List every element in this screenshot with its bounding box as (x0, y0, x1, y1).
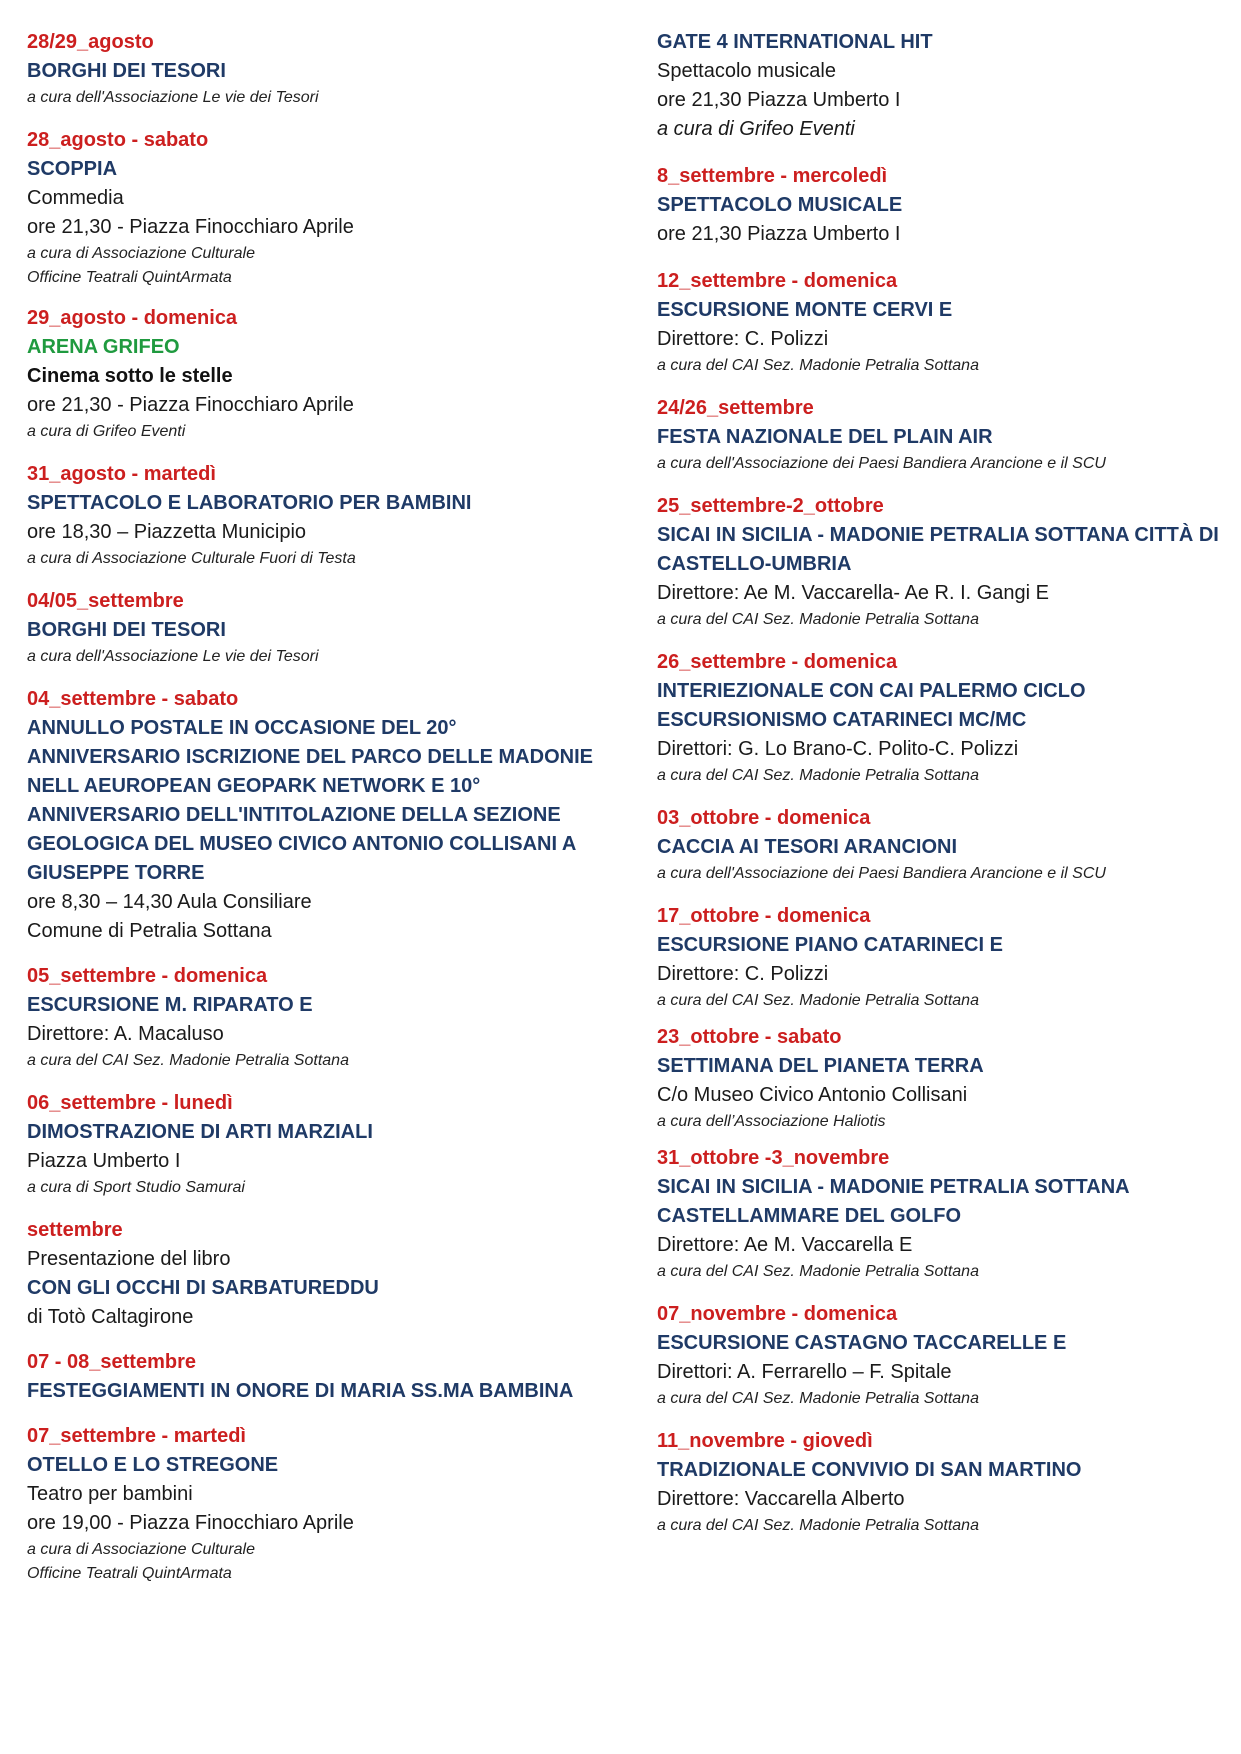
event-detail: Direttori: A. Ferrarello – F. Spitale (657, 1361, 952, 1383)
event-title: SICAI IN SICILIA - MADONIE PETRALIA SOTTANA CITTÀ DI (657, 524, 1219, 546)
event-block (657, 394, 1227, 476)
event-title: SETTIMANA DEL PIANETA TERRA (657, 1055, 984, 1077)
event-date: 07 - 08_settembre (27, 1351, 196, 1373)
event-date: settembre (27, 1219, 123, 1241)
event-organizer: a cura di Associazione Culturale Fuori di Testa (27, 550, 356, 567)
event-block (27, 587, 612, 669)
event-block (657, 1023, 1227, 1134)
event-organizer: a cura del CAI Sez. Madonie Petralia Sottana (657, 992, 979, 1009)
right-column (657, 28, 1227, 1538)
event-detail: Commedia (27, 187, 124, 209)
event-organizer: Officine Teatrali QuintArmata (27, 1565, 232, 1582)
event-organizer: a cura del CAI Sez. Madonie Petralia Sottana (657, 1517, 979, 1534)
left-column (27, 28, 612, 1586)
event-title: SPETTACOLO MUSICALE (657, 194, 903, 216)
event-date: 03_ottobre - domenica (657, 807, 871, 829)
event-title: SCOPPIA (27, 158, 118, 180)
event-title: ANNULLO POSTALE IN OCCASIONE DEL 20° (27, 717, 457, 739)
event-title: GEOLOGICA DEL MUSEO CIVICO ANTONIO COLLISANI A (27, 833, 577, 855)
event-title: SICAI IN SICILIA - MADONIE PETRALIA SOTTANA (657, 1176, 1130, 1198)
event-date: 24/26_settembre (657, 397, 814, 419)
event-detail: di Totò Caltagirone (27, 1306, 194, 1328)
event-date: 11_novembre - giovedì (657, 1430, 873, 1452)
event-block (657, 902, 1227, 1013)
event-organizer: a cura di Grifeo Eventi (657, 118, 855, 140)
event-block (657, 28, 1227, 144)
event-title: CACCIA AI TESORI ARANCIONI (657, 836, 957, 858)
event-block (657, 162, 1227, 249)
event-title: ANNIVERSARIO ISCRIZIONE DEL PARCO DELLE MADONIE (27, 746, 593, 768)
event-date: 06_settembre - lunedì (27, 1092, 233, 1114)
event-title: CASTELLO-UMBRIA (657, 553, 852, 575)
event-date: 28/29_agosto (27, 31, 154, 53)
event-title: CASTELLAMMARE DEL GOLFO (657, 1205, 962, 1227)
event-block (657, 1144, 1227, 1284)
event-detail: Direttore: C. Polizzi (657, 963, 829, 985)
event-block (657, 1300, 1227, 1411)
event-block (657, 267, 1227, 378)
event-block (27, 1089, 612, 1200)
event-title: ESCURSIONE MONTE CERVI E (657, 299, 953, 321)
event-title: NELL AEUROPEAN GEOPARK NETWORK E 10° (27, 775, 481, 797)
event-block (27, 460, 612, 571)
event-block (27, 962, 612, 1073)
event-title: CON GLI OCCHI DI SARBATUREDDU (27, 1277, 379, 1299)
event-detail: Direttore: Ae M. Vaccarella- Ae R. I. Gangi E (657, 582, 1050, 604)
event-block (27, 1216, 612, 1332)
event-block (657, 492, 1227, 632)
event-organizer: a cura dell’Associazione Haliotis (657, 1113, 886, 1130)
event-organizer: a cura di Associazione Culturale (27, 1541, 255, 1558)
event-title: GATE 4 INTERNATIONAL HIT (657, 31, 933, 53)
event-date: 26_settembre - domenica (657, 651, 898, 673)
event-title: TRADIZIONALE CONVIVIO DI SAN MARTINO (657, 1459, 1082, 1481)
event-date: 28_agosto - sabato (27, 129, 209, 151)
event-date: 05_settembre - domenica (27, 965, 268, 987)
event-title: OTELLO E LO STREGONE (27, 1454, 279, 1476)
event-date: 25_settembre-2_ottobre (657, 495, 884, 517)
event-date: 04/05_settembre (27, 590, 184, 612)
event-title: FESTA NAZIONALE DEL PLAIN AIR (657, 426, 993, 448)
event-date: 23_ottobre - sabato (657, 1026, 842, 1048)
event-title: ESCURSIONE PIANO CATARINECI E (657, 934, 1003, 956)
event-detail: ore 21,30 Piazza Umberto I (657, 223, 901, 245)
event-date: 12_settembre - domenica (657, 270, 898, 292)
event-detail: ore 21,30 - Piazza Finocchiaro Aprile (27, 394, 354, 416)
event-detail: ore 19,00 - Piazza Finocchiaro Aprile (27, 1512, 354, 1534)
event-detail: Direttore: A. Macaluso (27, 1023, 224, 1045)
event-detail: Direttore: Ae M. Vaccarella E (657, 1234, 913, 1256)
event-block (657, 1427, 1227, 1538)
event-detail: ore 18,30 – Piazzetta Municipio (27, 521, 307, 543)
event-organizer: a cura del CAI Sez. Madonie Petralia Sottana (657, 611, 979, 628)
event-organizer: a cura dell'Associazione Le vie dei Tesori (27, 89, 319, 106)
event-organizer: a cura di Grifeo Eventi (27, 423, 186, 440)
event-block (27, 28, 612, 110)
event-date: 07_novembre - domenica (657, 1303, 898, 1325)
event-organizer: a cura del CAI Sez. Madonie Petralia Sottana (657, 1390, 979, 1407)
event-date: 04_settembre - sabato (27, 688, 239, 710)
event-detail: Teatro per bambini (27, 1483, 193, 1505)
event-organizer: a cura dell'Associazione dei Paesi Bandiera Arancione e il SCU (657, 865, 1106, 882)
event-title: GIUSEPPE TORRE (27, 862, 205, 884)
event-title: BORGHI DEI TESORI (27, 60, 226, 82)
event-organizer: a cura dell'Associazione dei Paesi Bandiera Arancione e il SCU (657, 455, 1106, 472)
event-organizer: a cura del CAI Sez. Madonie Petralia Sottana (27, 1052, 349, 1069)
event-detail: Direttore: Vaccarella Alberto (657, 1488, 905, 1510)
event-detail: Direttori: G. Lo Brano-C. Polito-C. Polizzi (657, 738, 1019, 760)
event-block (27, 1348, 612, 1406)
event-block (27, 126, 612, 290)
event-title: ESCURSIONE M. RIPARATO E (27, 994, 313, 1016)
event-block (27, 1422, 612, 1586)
event-detail: ore 21,30 Piazza Umberto I (657, 89, 901, 111)
event-date: 17_ottobre - domenica (657, 905, 871, 927)
event-detail: Spettacolo musicale (657, 60, 836, 82)
event-date: 31_agosto - martedì (27, 463, 216, 485)
event-organizer: a cura di Sport Studio Samurai (27, 1179, 245, 1196)
event-date: 29_agosto - domenica (27, 307, 238, 329)
event-detail: Comune di Petralia Sottana (27, 920, 272, 942)
event-block (27, 685, 612, 946)
event-subtitle: Cinema sotto le stelle (27, 365, 233, 387)
event-detail: ore 8,30 – 14,30 Aula Consiliare (27, 891, 312, 913)
event-title: ARENA GRIFEO (27, 336, 180, 358)
event-detail: Presentazione del libro (27, 1248, 231, 1270)
event-title: BORGHI DEI TESORI (27, 619, 226, 641)
event-title: DIMOSTRAZIONE DI ARTI MARZIALI (27, 1121, 373, 1143)
event-title: SPETTACOLO E LABORATORIO PER BAMBINI (27, 492, 472, 514)
event-date: 31_ottobre -3_novembre (657, 1147, 890, 1169)
event-block (27, 304, 612, 444)
event-block (657, 648, 1227, 788)
event-date: 07_settembre - martedì (27, 1425, 246, 1447)
event-block (657, 804, 1227, 886)
event-organizer: Officine Teatrali QuintArmata (27, 269, 232, 286)
event-organizer: a cura del CAI Sez. Madonie Petralia Sottana (657, 1263, 979, 1280)
event-date: 8_settembre - mercoledì (657, 165, 888, 187)
event-title: ANNIVERSARIO DELL'INTITOLAZIONE DELLA SEZIONE (27, 804, 561, 826)
event-title: FESTEGGIAMENTI IN ONORE DI MARIA SS.MA BAMBINA (27, 1380, 574, 1402)
event-organizer: a cura di Associazione Culturale (27, 245, 255, 262)
event-detail: ore 21,30 - Piazza Finocchiaro Aprile (27, 216, 354, 238)
event-organizer: a cura dell'Associazione Le vie dei Tesori (27, 648, 319, 665)
event-detail: Piazza Umberto I (27, 1150, 181, 1172)
event-title: INTERIEZIONALE CON CAI PALERMO CICLO (657, 680, 1086, 702)
event-detail: C/o Museo Civico Antonio Collisani (657, 1084, 968, 1106)
event-detail: Direttore: C. Polizzi (657, 328, 829, 350)
event-title: ESCURSIONE CASTAGNO TACCARELLE E (657, 1332, 1067, 1354)
event-title: ESCURSIONISMO CATARINECI MC/MC (657, 709, 1027, 731)
event-organizer: a cura del CAI Sez. Madonie Petralia Sottana (657, 767, 979, 784)
event-organizer: a cura del CAI Sez. Madonie Petralia Sottana (657, 357, 979, 374)
